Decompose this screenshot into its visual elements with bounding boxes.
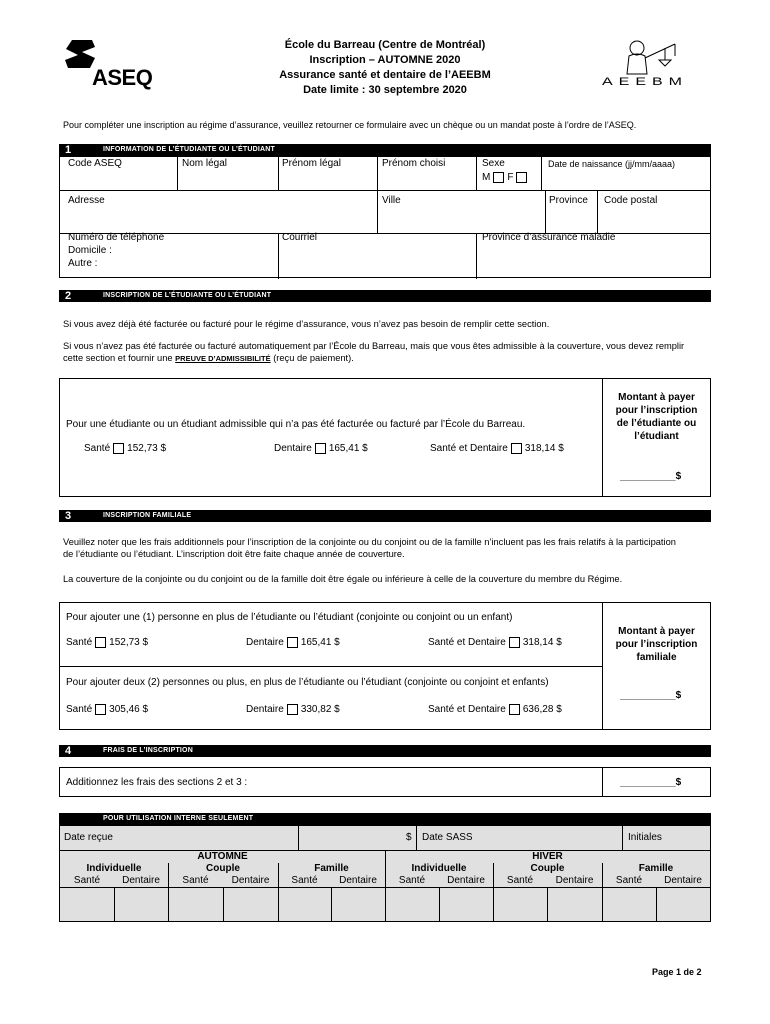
telephone-label: Numéro de téléphone xyxy=(68,232,165,243)
adresse-field[interactable]: Adresse xyxy=(68,195,105,206)
page-number: Page 1 de 2 xyxy=(652,967,702,977)
section1-form xyxy=(59,156,711,278)
section2-amount-field[interactable]: __________$ xyxy=(620,471,682,482)
section3-one-sd-checkbox[interactable] xyxy=(509,637,520,648)
courriel-field[interactable]: Courriel xyxy=(282,232,318,243)
initiales-field[interactable]: Initiales xyxy=(628,832,662,843)
sexe-f-checkbox[interactable] xyxy=(516,172,527,183)
internal-box: Date reçue $ Date SASS Initiales AUTOMNE HIVER Individuelle Couple Famille Individuelle Couple Famille Santé Dentaire Santé Dentaire Santé Dentaire Santé Dentaire Santé Dentaire Santé Dentaire xyxy=(59,825,711,922)
code-aseq-field[interactable]: Code ASEQ xyxy=(68,158,122,169)
section4-amount-field[interactable]: __________$ xyxy=(620,777,682,788)
prenom-legal-field[interactable]: Prénom légal xyxy=(282,158,341,169)
internal-header: POUR UTILISATION INTERNE SEULEMENT xyxy=(59,813,711,825)
section4-box xyxy=(59,767,711,797)
section2-pay-label: Montant à payer pour l’inscription de l’étudiante ou l’étudiant xyxy=(615,392,698,442)
section2-box-text: Pour une étudiante ou un étudiant admissible qui n’a pas été facturée ou facturé par l’École du Barreau. xyxy=(66,419,526,430)
section3-amount-field[interactable]: __________$ xyxy=(620,690,682,701)
ville-field[interactable]: Ville xyxy=(382,195,401,206)
aseq-logo-text: ASEQ xyxy=(92,65,153,90)
aseq-logo xyxy=(62,38,162,92)
section4-text: Additionnez les frais des sections 2 et 3 : xyxy=(66,777,248,788)
nom-legal-field[interactable]: Nom légal xyxy=(182,158,228,169)
section3-one-text: Pour ajouter une (1) personne en plus de l’étudiante ou l’étudiant (conjointe ou conjoint ou un enfant) xyxy=(66,612,513,623)
section2-sante-dentaire-checkbox[interactable] xyxy=(511,443,522,454)
section2-dentaire-checkbox[interactable] xyxy=(315,443,326,454)
section2-header: 2 INSCRIPTION DE L’ÉTUDIANTE OU L’ÉTUDIANT xyxy=(59,290,711,302)
aeebm-logo xyxy=(580,38,710,90)
section3-pay-label: Montant à payer pour l’inscription familiale xyxy=(615,626,698,663)
section1-header: 1 INFORMATION DE L’ÉTUDIANTE OU L’ÉTUDIANT xyxy=(59,144,711,156)
section3-two-sante-checkbox[interactable] xyxy=(95,704,106,715)
section2-para1: Si vous avez déjà été facturée ou facturé pour le régime d’assurance, vous n’avez pas besoin de remplir cette section. xyxy=(63,319,550,329)
sexe-label: Sexe xyxy=(482,158,505,169)
section3-one-dentaire-checkbox[interactable] xyxy=(287,637,298,648)
section2-para2: Si vous n’avez pas été facturée ou facturé automatiquement par l’École du Barreau, mais que vous êtes admissible à la couverture, vous devez remplir cette section et fournir une PREUVE D’ADMISSIBILITÉ (reçu de paiement). xyxy=(63,341,685,363)
code-postal-field[interactable]: Code postal xyxy=(604,195,658,206)
section2-sante-checkbox[interactable] xyxy=(113,443,124,454)
section3-one-sante-checkbox[interactable] xyxy=(95,637,106,648)
prenom-choisi-field[interactable]: Prénom choisi xyxy=(382,158,446,169)
section2-box: Pour une étudiante ou un étudiant admissible qui n’a pas été facturée ou facturé par l’École du Barreau. Santé 152,73 $ Dentaire 165,41 $ Santé et Dentaire 318,14 $ Montant à payer pour l’inscription de l’étudiante ou l’étudiant __________$ xyxy=(59,378,711,497)
section3-para1: Veuillez noter que les frais additionnels pour l’inscription de la conjointe ou du conjoint ou de la famille n’incluent pas les frais relatifs à la participation de l’étudiante ou l’étudiant. L’inscription doit être faite chaque année de couverture. xyxy=(63,537,676,559)
automne-header: AUTOMNE xyxy=(197,851,248,862)
section3-two-dentaire-checkbox[interactable] xyxy=(287,704,298,715)
province-assurance-field[interactable]: Province d’assurance maladie xyxy=(482,232,616,243)
autre-field[interactable]: Autre : xyxy=(68,258,98,269)
sexe-options: M F xyxy=(482,172,530,184)
date-recue-field[interactable]: Date reçue xyxy=(64,832,113,843)
hiver-header: HIVER xyxy=(532,851,563,862)
date-sass-field[interactable]: Date SASS xyxy=(422,832,473,843)
section3-two-text: Pour ajouter deux (2) personnes ou plus, en plus de l’étudiante ou l’étudiant (conjointe ou conjoint et enfants) xyxy=(66,677,549,688)
section3-two-sd-checkbox[interactable] xyxy=(509,704,520,715)
domicile-field[interactable]: Domicile : xyxy=(68,245,112,256)
section3-box: Pour ajouter une (1) personne en plus de l’étudiante ou l’étudiant (conjointe ou conjoint ou un enfant) Santé 152,73 $ Dentaire 165,41 $ Santé et Dentaire 318,14 $ Pour ajouter deux (2) personnes ou plus, en plus de l’étudiante ou l’étudiant (conjointe ou conjoint et enfants) Santé 305,46 $ Dentaire 330,82 $ Santé et Dentaire 636,28 $ Montant à payer pour l’inscription familiale __________$ xyxy=(59,602,711,730)
preuve-admissibilite-link: PREUVE D’ADMISSIBILITÉ xyxy=(175,354,271,363)
section3-header: 3 INSCRIPTION FAMILIALE xyxy=(59,510,711,522)
date-naissance-field[interactable]: Date de naissance (jj/mm/aaaa) xyxy=(548,159,676,169)
page-title: École du Barreau (Centre de Montréal) Inscription – AUTOMNE 2020 Assurance santé et dentaire de l’AEEBM Date limite : 30 septembre 2020 xyxy=(279,39,491,96)
section4-header: 4 FRAIS DE L’INSCRIPTION xyxy=(59,745,711,757)
dollar-field[interactable]: $ xyxy=(406,832,412,843)
section2-options: Santé 152,73 $ xyxy=(84,443,167,455)
intro-text: Pour compléter une inscription au régime d’assurance, veuillez retourner ce formulaire avec un chèque ou un mandat poste à l’ordre de l’ASEQ. xyxy=(63,120,637,130)
province-field[interactable]: Province xyxy=(549,195,588,206)
section3-para2: La couverture de la conjointe ou du conjoint ou de la famille doit être égale ou inférieure à celle de la couverture du membre du Régime. xyxy=(63,574,623,584)
sexe-m-checkbox[interactable] xyxy=(493,172,504,183)
aeebm-logo-text: AEEBM xyxy=(601,75,688,88)
justice-figure-icon xyxy=(615,38,685,76)
